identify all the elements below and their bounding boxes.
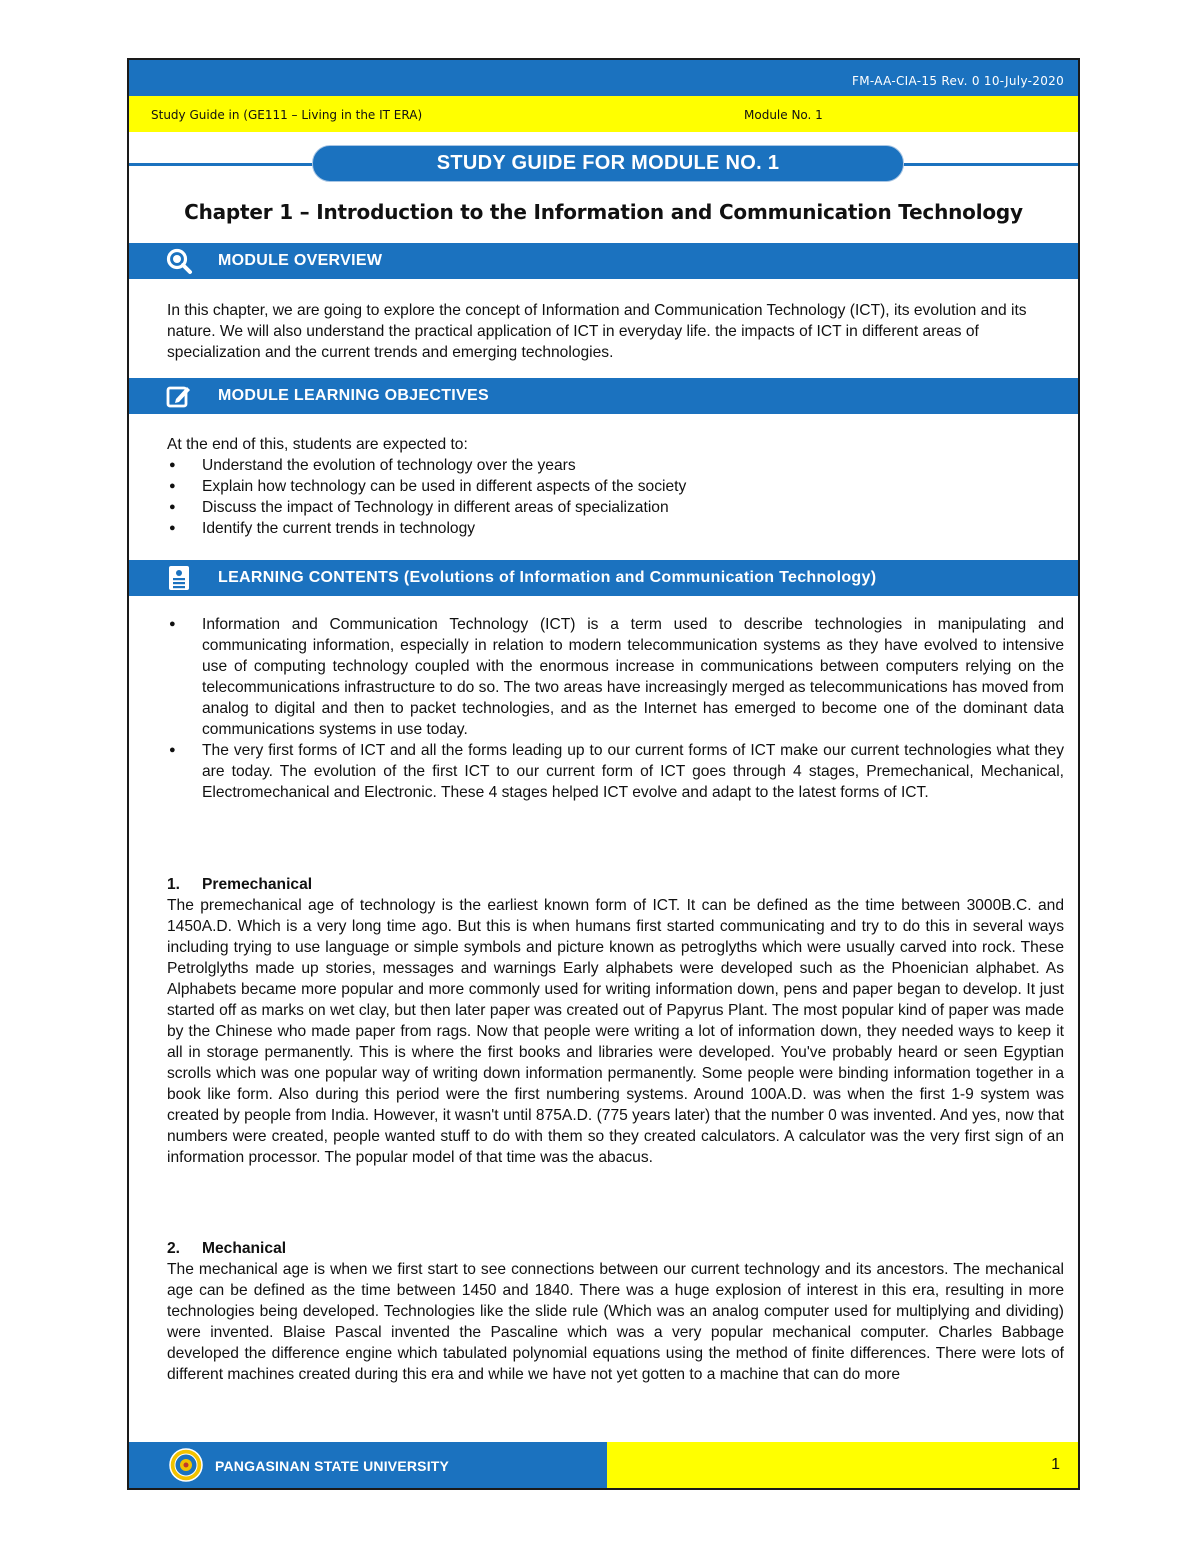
contents-bullets-block: [167, 614, 1064, 803]
stage-premechanical: [167, 874, 1064, 1168]
objective-item: ● Explain how technology can be used in different aspects of the society: [167, 476, 1064, 497]
stage-heading: [167, 874, 1064, 895]
learning-contents-heading: LEARNING CONTENTS (Evolutions of Information and Communication Technology): [218, 569, 877, 586]
contents-bullet: ● The very first forms of ICT and all the forms leading up to our current forms of ICT make our current technologies what they are today. The evolution of the first ICT to our current form of ICT goes through 4 stages, Premechanical, Mechanical, Electromechanical and Electronic. These 4 stages helped ICT evolve and adapt to the latest forms of ICT.: [167, 740, 1064, 803]
study-guide-label: Study Guide in (GE111 – Living in the IT ERA): [151, 108, 423, 122]
objective-item: ● Identify the current trends in technology: [167, 518, 1064, 539]
stage-number: 2.: [167, 1240, 181, 1257]
magnifier-icon: [165, 247, 193, 275]
overview-text-block: [167, 300, 1064, 363]
module-number: Module No. 1: [744, 108, 823, 122]
page-footer: [129, 1442, 1078, 1490]
stage-title: Premechanical: [202, 876, 313, 893]
stage-number: 1.: [167, 876, 181, 893]
objective-item: ● Discuss the impact of Technology in different areas of specialization: [167, 497, 1064, 518]
contents-bullet: ● Information and Communication Technology (ICT) is a term used to describe technologies in manipulating and communicating information, especially in relation to modern telecommunication systems as they have evolved to intensive use of computing technology coupled with the enormous increase in communications between computers relying on the telecommunications infrastructure to do so. The two areas have increasingly merged as telecommunications has moved from analog to digital and then to packet technologies, and as the Internet has emerged to become one of the dominant data communications systems in use today.: [167, 614, 1064, 740]
learning-contents-bar: [129, 560, 1078, 596]
university-seal-icon: [169, 1448, 203, 1482]
header-yellow-band: [129, 96, 1078, 132]
chapter-title: Chapter 1 – Introduction to the Information and Communication Technology: [184, 200, 1023, 224]
study-guide-page: [127, 58, 1080, 1490]
footer-blue-band: [129, 1442, 607, 1490]
objectives-text-block: [167, 434, 1064, 539]
footer-yellow-band: [607, 1442, 1080, 1490]
stage-mechanical: [167, 1238, 1064, 1385]
form-code: FM-AA-CIA-15 Rev. 0 10-July-2020: [852, 74, 1064, 88]
learning-objectives-bar: [129, 378, 1078, 414]
title-banner: STUDY GUIDE FOR MODULE NO. 1: [312, 145, 904, 182]
stage-heading: [167, 1238, 1064, 1259]
page-number: 1: [1051, 1456, 1060, 1473]
objectives-list: [167, 455, 1064, 539]
stage-paragraph: The mechanical age is when we first start to see connections between our current technology and its ancestors. The mechanical age can be defined as the time between 1450 and 1840. There was a huge explosion of interest in this era, resulting in more technologies being developed. Technologies like the slide rule (Which was an analog computer used for multiplying and dividing) were invented. Blaise Pascal invented the Pascaline which was a very popular mechanical computer. Charles Babbage developed the difference engine which tabulated polynomial equations using the method of finite differences. There were lots of different machines created during this era and while we have not yet gotten to a machine that can do more: [167, 1261, 1064, 1383]
contents-bullet-list: [167, 614, 1064, 803]
module-overview-bar: [129, 243, 1078, 279]
overview-paragraph: In this chapter, we are going to explore the concept of Information and Communication Technology (ICT), its evolution and its nature. We will also understand the practical application of ICT in everyday life. the impacts of ICT in different areas of specialization and the current trends and emerging technologies.: [167, 302, 1027, 361]
title-rule-right: [901, 163, 1080, 166]
edit-icon: [165, 382, 193, 410]
module-overview-heading: MODULE OVERVIEW: [218, 252, 383, 269]
header-top-band: [129, 60, 1078, 96]
objective-item: ● Understand the evolution of technology over the years: [167, 455, 1064, 476]
stage-paragraph: The premechanical age of technology is the earliest known form of ICT. It can be defined as the time between 3000B.C. and 1450A.D. Which is a very long time ago. But this is when humans first started communicating and try to do this in several ways including trying to use language or simple symbols and picture known as petroglyths which were usually carved into rock. These Petrolglyths made up stories, messages and warnings Early alphabets were developed such as the Phoenician alphabet. As Alphabets became more popular and more commonly used for writing information down, pens and paper began to develop. It just started off as marks on wet clay, but then later paper was created out of Papyrus Plant. The most popular kind of paper was made by the Chinese who made paper from rags. Now that people were writing a lot of information down, they needed ways to keep it all in storage permanently. This is where the first books and libraries were developed. You've probably heard or seen Egyptian scrolls which was one popular way of writing down information permanently. Some people were binding information together in a book like form. Also during this period were the first numbering systems. Around 100A.D. was when the first 1-9 system was created by people from India. However, it wasn't until 875A.D. (775 years later) that the number 0 was invented. And yes, now that numbers were created, people wanted stuff to do with them so they created calculators. A calculator was the very first sign of an information processor. The popular model of that time was the abacus.: [167, 897, 1064, 1166]
learning-objectives-heading: MODULE LEARNING OBJECTIVES: [218, 387, 489, 404]
document-icon: [165, 564, 193, 592]
title-rule-left: [129, 163, 319, 166]
objectives-intro: At the end of this, students are expected to:: [167, 436, 468, 453]
university-name: PANGASINAN STATE UNIVERSITY: [215, 1458, 450, 1474]
stage-title: Mechanical: [202, 1240, 287, 1257]
